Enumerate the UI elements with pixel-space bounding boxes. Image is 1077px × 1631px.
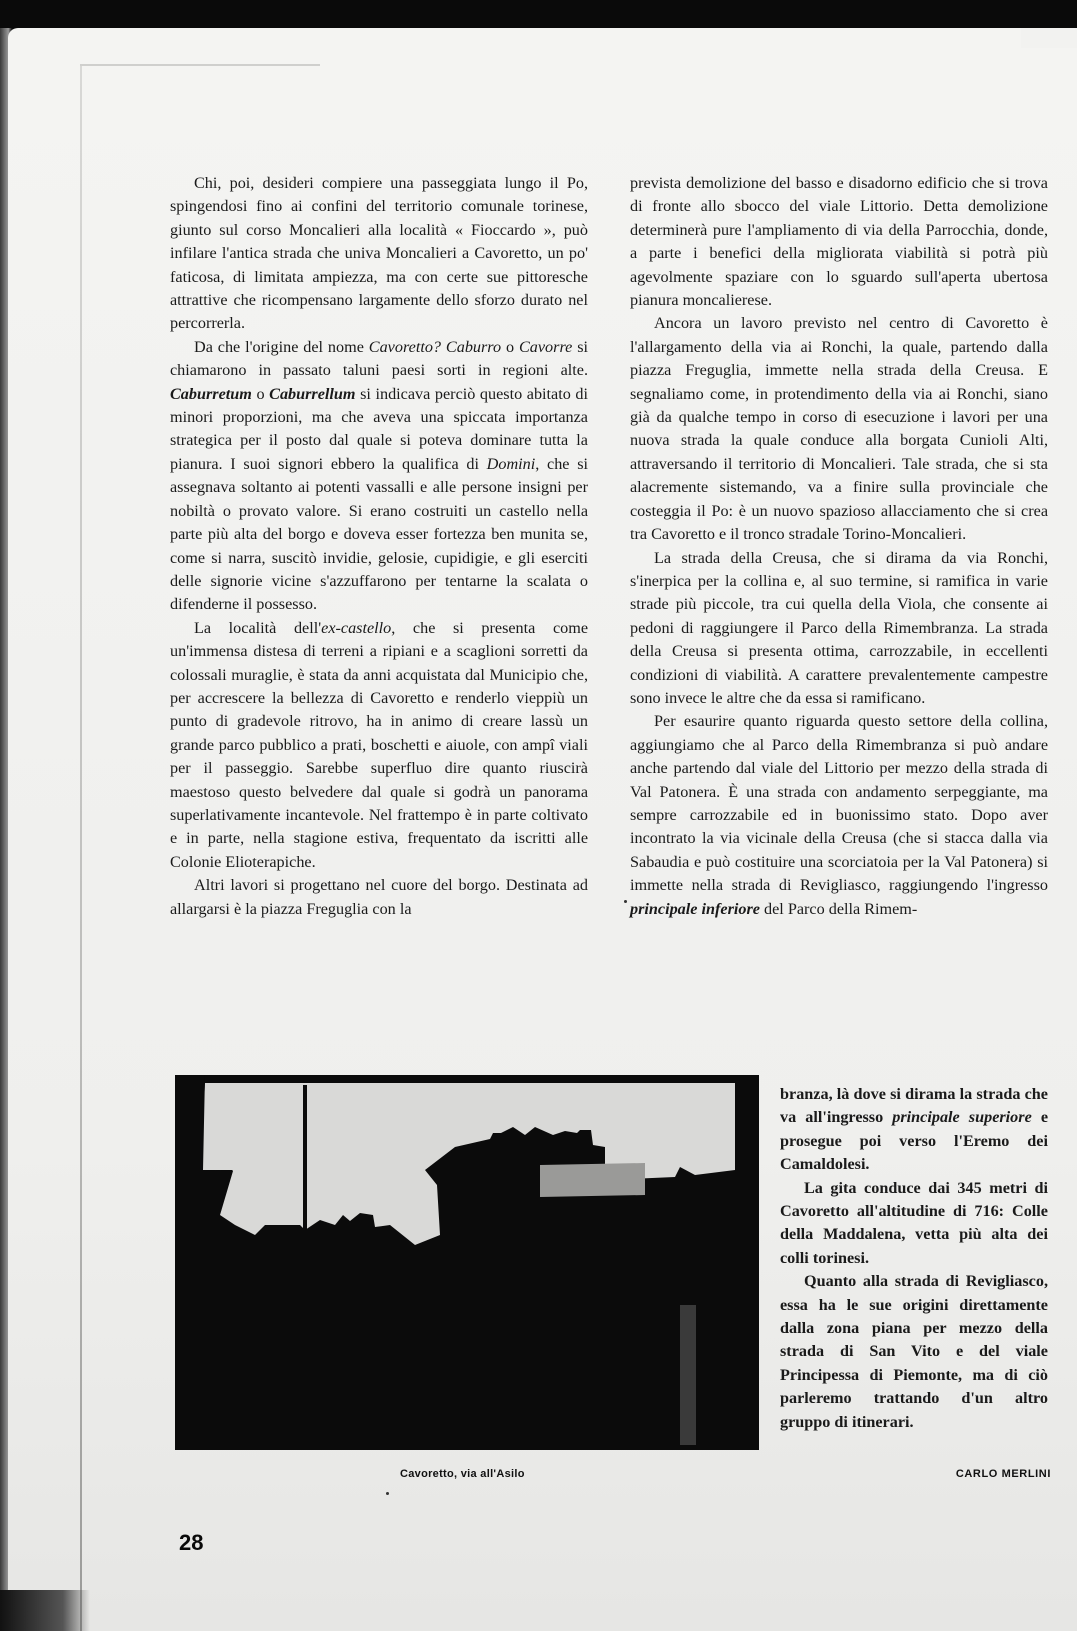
author-signature: CARLO MERLINI [955,1468,1051,1480]
photo-cavoretto-street [175,1075,759,1450]
text-run: Ancora un lavoro previsto nel centro di Cavoretto è l'allargamento della via ai Ronchi, la quale, partendo dalla piazza Freguglia, immette nella strada della Creusa. E segnaliamo come, in protendimento della via ai Ronchi, siano già da qualche tempo in corso di esecuzione i lavori per una nuova strada la quale conduce alla borgata Cunioli Alti, attraversando il territorio di Moncalieri. Tale strada, che si sta alacremente sistemando, va a finire sulla provinciale che costeggia il Po: è un nuovo spazioso allacciamento che si crea tra Cavoretto e il tronco stradale Torino-Moncalieri. [630,314,1048,544]
text-run: si indicava perciò questo abitato di minori proporzioni, ma che aveva una spiccata importanza strategica per il posto dal quale si poteva dominare tutta la pianura. I suoi signori ebbero la qualifica di [170,384,588,473]
paragraph [170,617,588,874]
left-text-column [170,172,588,921]
page-corner [1021,28,1077,48]
right-text-column [630,172,1048,921]
text-run: o [501,337,519,356]
text-run: La gita conduce dai 345 metri di Cavoretto all'altitudine di 716: Colle della Maddalena, vetta più alta dei colli torinesi. [780,1178,1048,1267]
photo-silhouette-image [175,1075,759,1450]
text-run: La strada della Creusa, che si dirama da via Ronchi, s'inerpica per la collina e, al suo termine, si ramifica in varie strade più piccole, tra cui quella della Viola, che consente ai pedoni di raggiungere il Parco della Rimembranza. La strada della Creusa si presenta ottima, carrozzabile, in eccellenti condizioni di viabilità. A carattere prevalentemente campestre sono invece le altre che da essa si ramificano. [630,548,1048,707]
paragraph [630,710,1048,921]
paragraph [170,874,588,921]
paragraph [630,172,1048,312]
page-fold-top [80,64,320,66]
emphasis-text: principale superiore [892,1108,1032,1127]
emphasis-text: Caburretum [170,384,252,403]
emphasis-text: Caburrellum [269,384,356,403]
emphasis-text: Cavorre [518,337,573,356]
page-fold-line [80,64,82,1631]
photo-caption: Cavoretto, via all'Asilo [400,1468,525,1480]
page-number: 28 [179,1530,204,1555]
text-run: si chiamarono in passato taluni paesi sorti in regioni alte. [170,337,589,380]
emphasis-text: principale inferiore [630,899,760,918]
paragraph [780,1083,1048,1177]
text-run: Altri lavori si progettano nel cuore del borgo. Destinata ad allargarsi è la piazza Freguglia con la [170,876,588,918]
paragraph [630,547,1048,711]
emphasis-text: Domini [486,454,536,473]
right-narrow-text-column [780,1083,1048,1434]
text-run: branza, là dove si dirama la strada che va all'ingresso [780,1085,1048,1127]
text-run: Per esaurire quanto riguarda questo settore della collina, aggiungiamo che al Parco della Rimembranza si può andare anche partendo dal viale del Littorio per mezzo della strada di Val Patonera. È una strada con andamento serpeggiante, ma sempre carrozzabile ed in buonissimo stato. Dopo aver incontrato la via vicinale della Creusa (che si stacca dalla via Sabaudia e può costituire una scorciatoia per la Val Patonera) si immette nella strada di Revigliasco, raggiungendo l'ingresso [630,712,1048,895]
text-run: , che si assegnava soltanto ai potenti vassalli e alle persone insigni per nobiltà o provato valore. Si erano costruiti un castello nella parte più alta del borgo e doveva esser fortezza ben munita se, come si narra, suscitò invidie, gelosie, cupidigie, e gli eserciti delle signorie vicine s'azzuffarono per tentarne la scalata o difenderne il possesso. [170,454,588,614]
text-run: del Parco della Rimem- [759,899,918,918]
text-run: , che si presenta come un'immensa distesa di terreni a ripiani e a scaglioni sorretti da colossali muraglie, è stata da anni acquistata dal Municipio che, per accrescere la bellezza di Cavoretto e renderlo vieppiù un punto di gradevole ritrovo, ha in animo di creare lassù un grande parco pubblico a prati, boschetti e aiuole, con ampî viali per il passeggio. Sarebbe superfluo dire quanto riuscirà maestoso questo belvedere dal quale si godrà un panorama superlativamente incantevole. Nel frattempo è in parte coltivato e in parte, nella stagione estiva, frequentato da iscritti alle Colonie Elioterapiche. [170,618,588,871]
paragraph [780,1177,1048,1271]
paragraph [630,312,1048,546]
text-run: e prosegue poi verso l'Eremo dei Camaldolesi. [780,1108,1049,1174]
paragraph [170,336,588,617]
text-run: o [251,384,270,403]
scan-speck [386,1492,389,1495]
text-run: prevista demolizione del basso e disadorno edificio che si trova di fronte allo sbocco del viale Littorio. Detta demolizione determinerà pure l'ampliamento di via della Parrocchia, donde, a parte i benefici della migliorata viabilità si potrà più agevolmente spaziare con lo sguardo sull'aperta ubertosa pianura moncalierese. [630,174,1048,310]
paragraph [170,172,588,336]
emphasis-text: ex-castello [321,618,392,637]
emphasis-text: Caburro [445,337,502,356]
text-run: La località dell' [194,618,322,637]
paragraph [780,1270,1048,1434]
text-run: Da che l'origine del nome [194,337,369,356]
scan-speck [624,900,627,903]
emphasis-text: Cavoretto? [368,337,442,356]
text-run: Quanto alla strada di Revigliasco, essa ha le sue origini direttamente dalla zona piana per mezzo della strada di San Vito e del viale Principessa di Piemonte, ma di ciò parleremo trattando d'un altro gruppo di itinerari. [780,1272,1048,1431]
scan-bottom-shadow [0,1590,90,1631]
text-run: Chi, poi, desideri compiere una passeggiata lungo il Po, spingendosi fino ai confini del territorio comunale torinese, giunto sul corso Moncalieri alla località « Fioccardo », può infilare l'antica strada che univa Moncalieri a Cavoretto, un po' faticosa, di limitata ampiezza, ma con certe sue pittoresche attrattive che ricompensano largamente dello sforzo durato nel percorrerla. [170,174,588,333]
